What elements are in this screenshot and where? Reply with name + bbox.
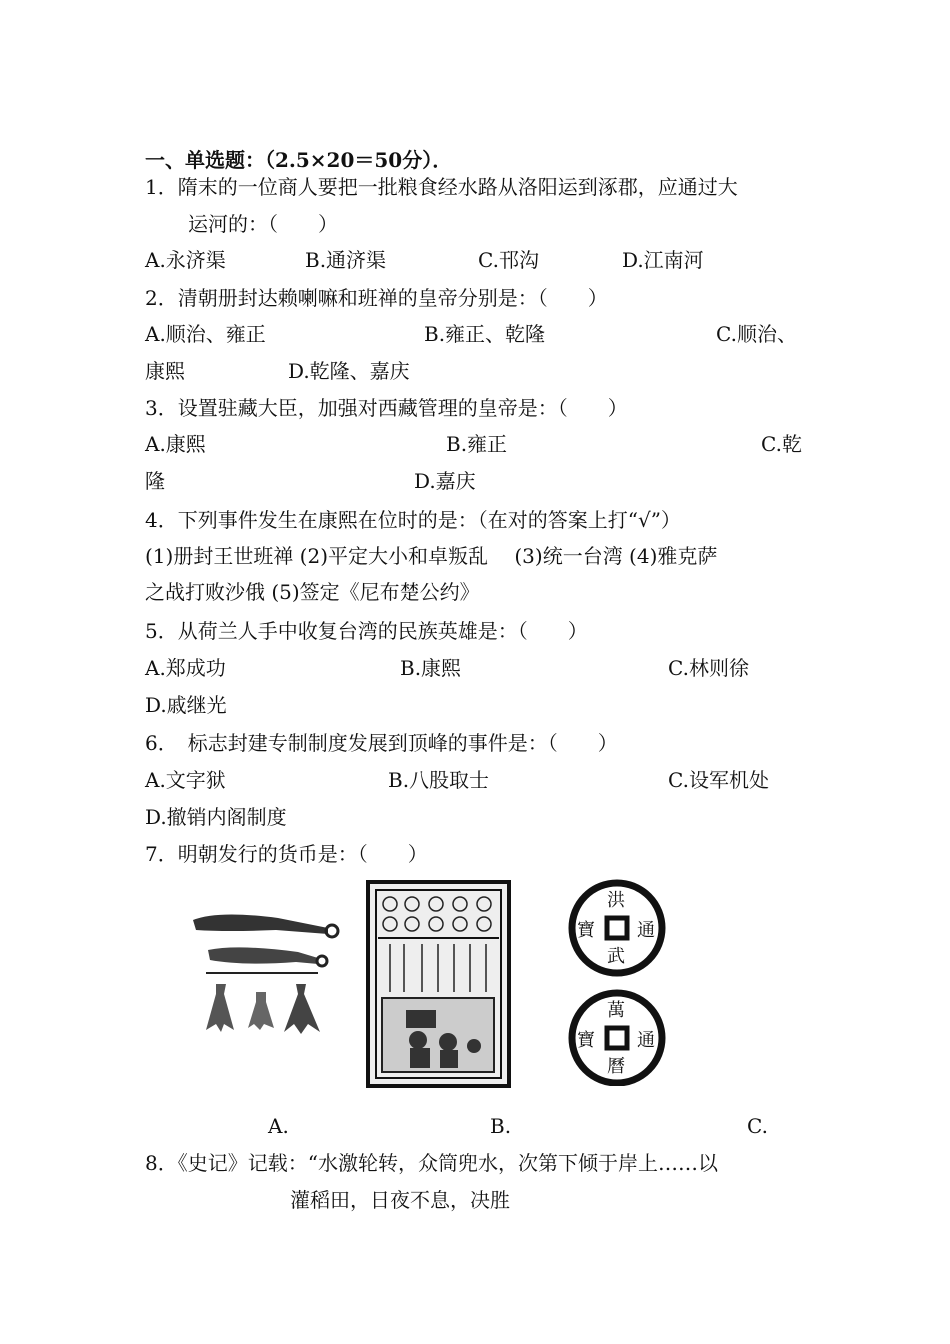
q2-option-a[interactable]: A.顺治、雍正	[145, 322, 266, 346]
q1-option-a[interactable]: A.永济渠	[145, 248, 226, 272]
coin1-bottom-char: 武	[607, 946, 625, 967]
coin2-top-char: 萬	[607, 1000, 625, 1021]
q8-stem-line2: 灌稻田，日夜不息，决胜	[290, 1188, 510, 1212]
figure-a-knife-spade-coins	[188, 900, 348, 1050]
q5-option-b[interactable]: B.康熙	[400, 656, 462, 680]
q3-option-c[interactable]: C.乾	[761, 432, 802, 456]
coin1-top-char: 洪	[607, 890, 625, 911]
q6-stem: 6． 标志封建专制制度发展到顶峰的事件是：（ ）	[145, 731, 618, 755]
q7-stem: 7．明朝发行的货币是：（ ）	[145, 842, 428, 866]
q7-label-a[interactable]: A.	[268, 1114, 289, 1138]
q2-option-d[interactable]: D.乾隆、嘉庆	[288, 359, 410, 383]
coin1-left-char: 寶	[577, 920, 595, 941]
q2-option-c[interactable]: C.顺治、	[716, 322, 797, 346]
q3-option-b[interactable]: B.雍正	[446, 432, 508, 456]
q5-option-a[interactable]: A.郑成功	[145, 656, 226, 680]
q5-stem: 5．从荷兰人手中收复台湾的民族英雄是：（ ）	[145, 619, 588, 643]
q1-stem-line2: 运河的：（ ）	[188, 212, 338, 236]
coin2-bottom-char: 曆	[607, 1056, 625, 1077]
q3-option-a[interactable]: A.康熙	[145, 432, 206, 456]
q5-option-c[interactable]: C.林则徐	[668, 656, 749, 680]
q1-option-b[interactable]: B.通济渠	[305, 248, 387, 272]
q1-stem-line1: 1．隋末的一位商人要把一批粮食经水路从洛阳运到涿郡，应通过大	[145, 175, 738, 199]
q2-option-b[interactable]: B.雍正、乾隆	[424, 322, 546, 346]
q7-label-c[interactable]: C.	[747, 1114, 768, 1138]
q2-option-c-cont[interactable]: 康熙	[145, 359, 185, 383]
q4-items-line2: 之战打败沙俄 (5)签定《尼布楚公约》	[145, 580, 480, 604]
q6-option-a[interactable]: A.文字狱	[145, 768, 226, 792]
q6-option-b[interactable]: B.八股取士	[388, 768, 490, 792]
coin1-right-char: 通	[637, 920, 655, 941]
q1-option-d[interactable]: D.江南河	[622, 248, 704, 272]
q4-stem: 4．下列事件发生在康熙在位时的是：（在对的答案上打“√”）	[145, 508, 681, 532]
q6-option-d[interactable]: D.撤销内阁制度	[145, 805, 287, 829]
q4-items-line1: (1)册封王世班禅 (2)平定大小和卓叛乱 (3)统一台湾 (4)雅克萨	[145, 544, 718, 568]
q3-option-d[interactable]: D.嘉庆	[414, 469, 476, 493]
coin2-right-char: 通	[637, 1030, 655, 1051]
figure-c-round-coins	[567, 878, 667, 1086]
q3-option-c-cont[interactable]: 隆	[145, 469, 165, 493]
coin2-left-char: 寶	[577, 1030, 595, 1051]
section-title: 一、单选题：（2.5×20＝50分）．	[145, 148, 453, 172]
q8-stem-line1: 8．《史记》记载：“水激轮转，众筒兜水，次第下倾于岸上……以	[145, 1151, 718, 1175]
q6-option-c[interactable]: C.设军机处	[668, 768, 769, 792]
q3-stem: 3．设置驻藏大臣，加强对西藏管理的皇帝是：（ ）	[145, 396, 628, 420]
q1-option-c[interactable]: C.邗沟	[478, 248, 539, 272]
q5-option-d[interactable]: D.戚继光	[145, 693, 227, 717]
figure-b-paper-money	[366, 880, 511, 1088]
q2-stem: 2．清朝册封达赖喇嘛和班禅的皇帝分别是：（ ）	[145, 286, 608, 310]
q7-label-b[interactable]: B.	[490, 1114, 512, 1138]
